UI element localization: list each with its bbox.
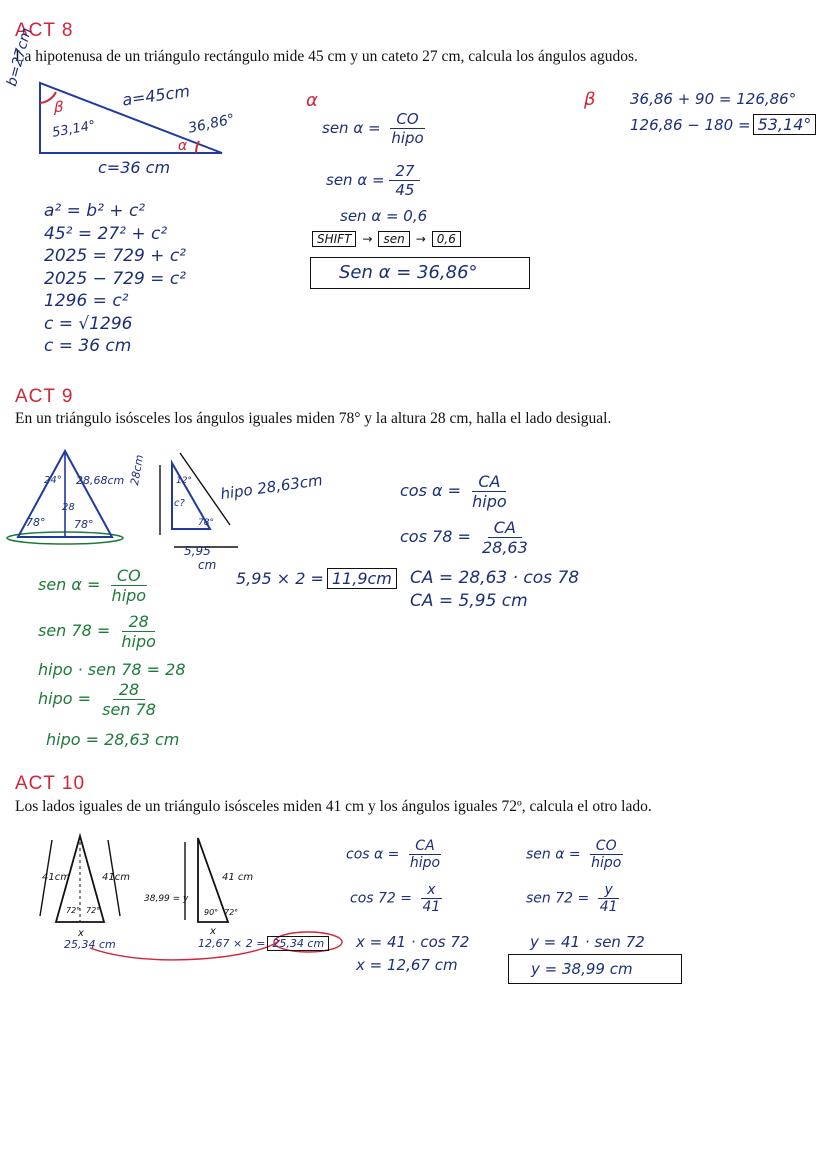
act9-sen-line5: hipo = 28,63 cm <box>46 730 180 749</box>
act10-base-label: 25,34 cm <box>64 938 116 951</box>
act8-beta-label: β <box>54 98 64 116</box>
act10-cos-line3: x = 41 · cos 72 <box>356 933 470 951</box>
act8-beta-value: 53,14° <box>51 118 97 141</box>
act8-heading: ACT 8 <box>15 20 74 41</box>
frac-num: CA <box>488 518 522 538</box>
pythagoras-line: c = √1296 <box>44 313 133 334</box>
act9-sen-line2 <box>38 612 162 651</box>
act9-bottom-angle: 78° <box>198 518 214 528</box>
alpha-l1-frac <box>385 110 429 147</box>
sen-l1-left: sen α = <box>38 575 101 594</box>
frac-num: CO <box>590 838 623 855</box>
sen-l2-left: sen 78 = <box>38 621 111 640</box>
act10-right-angle: 72° <box>86 906 101 915</box>
act9-base-label: 5,95 <box>184 544 211 558</box>
act9-height-label: 28 <box>62 502 75 513</box>
act10-x-label: x <box>78 928 84 939</box>
alpha-l2-frac <box>389 162 420 199</box>
cos-l1-left: cos α = <box>346 846 400 863</box>
act9-cos-line3: CA = 28,63 · cos 78 <box>410 568 580 588</box>
frac-den: sen 78 <box>102 700 156 719</box>
frac-den: hipo <box>121 632 156 651</box>
doubling-result: 11,9cm <box>327 568 397 589</box>
frac-num: CA <box>472 472 506 492</box>
act8-statement: La hipotenusa de un triángulo rectángulo mide 45 cm y un cateto 27 cm, calcula los ángulos agudos. <box>15 48 638 65</box>
sen-l1-frac <box>106 566 153 605</box>
act10-right-angle-mark: 90° <box>204 908 219 917</box>
act8-beta-line2 <box>630 114 816 135</box>
frac-num: y <box>598 882 618 899</box>
doubling-expr: 5,95 × 2 = <box>236 569 324 588</box>
act10-left-angle: 72° <box>66 906 81 915</box>
act8-alpha-symbol: α <box>306 90 318 111</box>
act9-doubling <box>236 568 397 589</box>
pythagoras-line: 1296 = c² <box>44 291 129 311</box>
act9-apex-angle: 24° <box>44 475 62 486</box>
arrow: → <box>362 232 373 246</box>
arrow: → <box>415 232 426 246</box>
act9-base-unit: cm <box>198 558 217 572</box>
key-sen: sen <box>378 231 409 247</box>
act10-left-side: 41cm <box>42 872 70 883</box>
cos-l2-frac <box>476 518 534 557</box>
act9-right-angle: 78° <box>74 518 94 531</box>
act9-cos-line1 <box>400 472 513 511</box>
act10-y-label: 38,99 = y <box>144 894 189 904</box>
frac-den: hipo <box>472 492 507 511</box>
pythagoras-line: a² = b² + c² <box>44 201 146 221</box>
alpha-l1-left: sen α = <box>322 119 381 137</box>
calc-expr: 12,67 × 2 = <box>198 937 266 950</box>
frac-den: 28,63 <box>481 538 528 557</box>
act9-heading: ACT 9 <box>15 386 74 407</box>
act10-statement: Los lados iguales de un triángulo isósceles miden 41 cm y los ángulos iguales 72º, calcula el otro lado. <box>15 798 652 815</box>
frac-num: 28 <box>113 680 145 700</box>
act8-beta-line1: 36,86 + 90 = 126,86° <box>630 90 797 108</box>
act10-sen-line2 <box>526 882 624 915</box>
frac-num: x <box>421 882 441 899</box>
calc-result: 25,34 cm <box>267 936 329 951</box>
alpha-l2-left: sen α = <box>326 171 385 189</box>
act9-left-angle: 78° <box>26 516 46 529</box>
act8-pythagoras <box>44 200 186 358</box>
frac-den: 41 <box>422 899 441 915</box>
act8-c-label: c=36 cm <box>98 158 171 177</box>
frac-num: 28 <box>122 612 154 632</box>
act10-cos-line1 <box>346 838 446 871</box>
frac-num: CA <box>409 838 440 855</box>
act8-beta-symbol: β <box>584 89 596 110</box>
pythagoras-line: 45² = 27² + c² <box>44 223 168 244</box>
act8-alpha-result: Sen α = 36,86° <box>310 257 530 289</box>
act9-top-angle: 12° <box>176 476 192 486</box>
act10-sen-result: y = 38,99 cm <box>508 954 682 984</box>
frac-num: CO <box>390 110 424 129</box>
act10-hyp-label: 41 cm <box>222 872 254 883</box>
act9-sen-line3: hipo · sen 78 = 28 <box>38 660 186 679</box>
act10-right-side: 41cm <box>102 872 130 883</box>
act10-sen-line1 <box>526 838 627 871</box>
act9-statement: En un triángulo isósceles los ángulos iguales miden 78° y la altura 28 cm, halla el lado desigual. <box>15 410 612 427</box>
frac-den: 45 <box>395 181 415 199</box>
act8-alpha-line1 <box>322 110 430 147</box>
act10-cos-line4: x = 12,67 cm <box>356 956 458 974</box>
act8-alpha-line2 <box>326 162 420 199</box>
act9-cos-line4: CA = 5,95 cm <box>410 591 528 611</box>
act8-alpha-line3: sen α = 0,6 <box>340 207 428 225</box>
sen-l4-frac <box>96 680 162 719</box>
cos-l1-left: cos α = <box>400 481 462 500</box>
act9-cos-line2 <box>400 518 534 557</box>
cos-l2-left: cos 78 = <box>400 527 471 546</box>
frac-den: 41 <box>599 899 618 915</box>
sen-l2-left: sen 72 = <box>526 890 590 907</box>
act10-calc <box>198 936 329 951</box>
act8-beta-result: 53,14° <box>753 114 817 135</box>
act9-hipo-label: hipo 28,63cm <box>219 470 324 504</box>
cos-l2-left: cos 72 = <box>350 890 413 907</box>
beta-l2: 126,86 − 180 = <box>630 115 751 134</box>
frac-den: hipo <box>409 855 441 871</box>
frac-den: hipo <box>111 586 147 605</box>
act8-alpha-label: α <box>178 138 188 154</box>
sen-l1-frac <box>585 838 627 871</box>
act10-small-angle: 72° <box>224 908 239 917</box>
frac-num: CO <box>111 566 147 586</box>
act10-sen-line3: y = 41 · sen 72 <box>530 933 645 951</box>
act9-side-label: 28,68cm <box>76 474 125 487</box>
frac-num: 27 <box>389 162 420 181</box>
act8-key-sequence <box>312 231 461 247</box>
key-shift: SHIFT <box>312 231 356 247</box>
act10-cos-line2 <box>350 882 446 915</box>
pythagoras-line: 2025 = 729 + c² <box>44 246 186 266</box>
pythagoras-line: 2025 − 729 = c² <box>44 268 186 289</box>
sen-l4-left: hipo = <box>38 689 92 708</box>
pythagoras-line: c = 36 cm <box>44 336 132 356</box>
frac-den: hipo <box>591 855 622 871</box>
act10-figure <box>30 830 350 940</box>
sen-l1-left: sen α = <box>526 846 581 863</box>
cos-l2-frac <box>416 882 446 915</box>
cos-l1-frac <box>466 472 513 511</box>
sen-l2-frac <box>594 882 624 915</box>
cos-l1-frac <box>404 838 446 871</box>
frac-den: hipo <box>391 129 424 147</box>
act8-b-label: b=27cm <box>4 26 35 89</box>
act9-sen-line1 <box>38 566 152 605</box>
key-value: 0,6 <box>432 231 461 247</box>
act9-unknown-angle: c? <box>174 498 185 509</box>
act10-x2-label: x <box>210 926 216 937</box>
act9-height2-label: 28cm <box>128 453 147 487</box>
act8-alpha-value: 36,86° <box>186 111 237 137</box>
sen-l2-frac <box>115 612 162 651</box>
act9-sen-line4 <box>38 680 162 719</box>
act10-heading: ACT 10 <box>15 773 86 794</box>
act8-a-label: a=45cm <box>121 81 191 110</box>
